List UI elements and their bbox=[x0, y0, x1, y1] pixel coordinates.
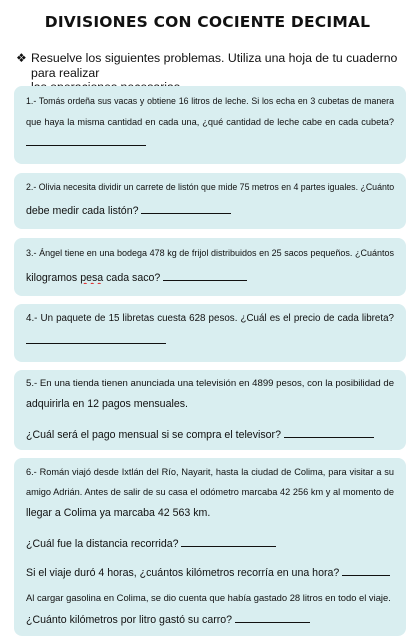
problem-text: amigo Adrián. Antes de salir de su casa el odómetro marcaba 42 256 km y al momento de bbox=[26, 487, 394, 497]
problem-text: que haya la misma cantidad en cada una, ¿qué cantidad de leche cabe en cada cubeta? bbox=[26, 117, 394, 127]
problem-text: 2.- Olivia necesita dividir un carrete de listón que mide 75 metros en 4 partes iguales. ¿Cuánto bbox=[26, 182, 394, 192]
page-title: DIVISIONES CON COCIENTE DECIMAL bbox=[44, 13, 371, 31]
problem-6-box bbox=[14, 458, 406, 636]
problem-text: llegar a Colima ya marcaba 42 563 km. bbox=[26, 507, 211, 519]
answer-line[interactable] bbox=[141, 202, 231, 214]
problem-text: 4.- Un paquete de 15 libretas cuesta 628 pesos. ¿Cuál es el precio de cada libreta? bbox=[26, 313, 394, 324]
answer-line[interactable] bbox=[235, 611, 310, 623]
instructions-line: Resuelve los siguientes problemas. Utiliza una hoja de tu cuaderno para realizar bbox=[31, 51, 398, 80]
problem-text: 6.- Román viajó desde Ixtlán del Río, Nayarit, hasta la ciudad de Colima, para visitar a su bbox=[26, 467, 394, 477]
problem-2-box bbox=[14, 173, 406, 229]
problem-4-box bbox=[14, 304, 406, 362]
problem-5-box bbox=[14, 370, 406, 450]
diamond-bullet-icon: ❖ bbox=[16, 51, 27, 65]
problem-text: ¿Cuánto kilómetros por litro gastó su carro? bbox=[26, 614, 233, 626]
problem-text: ¿Cuál fue la distancia recorrida? bbox=[26, 538, 179, 550]
problem-text: cada saco? bbox=[106, 272, 161, 284]
problem-text: 1.- Tomás ordeña sus vacas y obtiene 16 litros de leche. Si los echa en 3 cubetas de manera bbox=[26, 96, 394, 106]
answer-line[interactable] bbox=[26, 342, 166, 344]
answer-line[interactable] bbox=[181, 535, 276, 547]
problem-text: ¿Cuál será el pago mensual si se compra el televisor? bbox=[26, 429, 281, 441]
problem-text: 3.- Ángel tiene en una bodega 478 kg de frijol distribuidos en 25 sacos pequeños. ¿Cuántos bbox=[26, 248, 394, 258]
problem-text: 5.- En una tienda tienen anunciada una televisión en 4899 pesos, con la posibilidad de bbox=[26, 378, 394, 389]
problem-text: Si el viaje duró 4 horas, ¿cuántos kilómetros recorría en una hora? bbox=[26, 567, 340, 579]
problem-text: kilogramos bbox=[26, 272, 78, 284]
problem-text: debe medir cada listón? bbox=[26, 205, 139, 217]
problem-text: adquirirla en 12 pagos mensuales. bbox=[26, 398, 188, 410]
answer-line[interactable] bbox=[342, 564, 390, 576]
answer-line[interactable] bbox=[284, 426, 374, 438]
problem-1-box bbox=[14, 86, 406, 164]
answer-line[interactable] bbox=[26, 144, 146, 146]
problem-text-misspelled: pesa bbox=[80, 272, 104, 284]
problem-text: Al cargar gasolina en Colima, se dio cuenta que había gastado 28 litros en todo el viaje. bbox=[26, 592, 391, 603]
answer-line[interactable] bbox=[163, 269, 247, 281]
problem-3-box bbox=[14, 238, 406, 296]
